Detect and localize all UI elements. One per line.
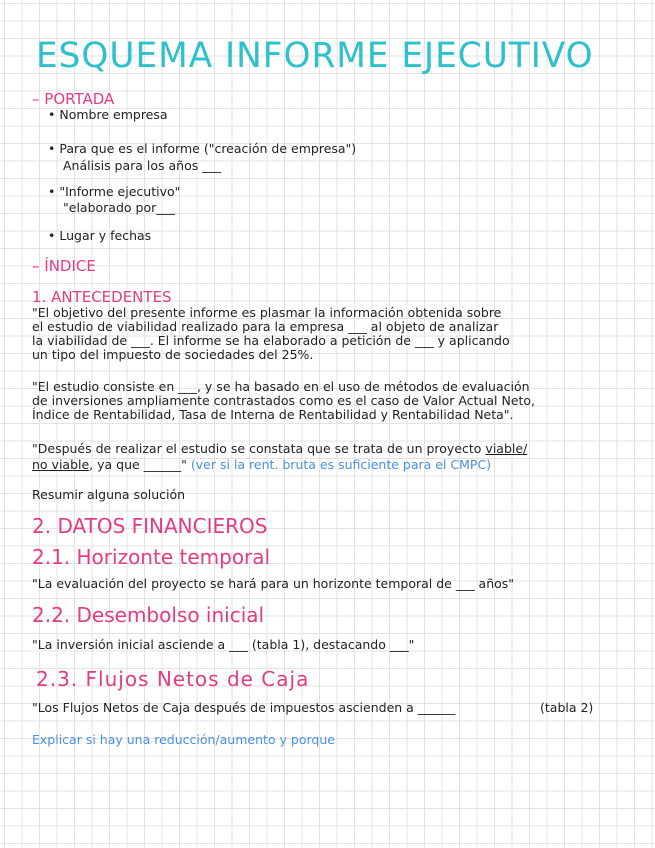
portada-bullet-4	[48, 228, 151, 243]
desembolso-text: "La inversión inicial asciende a ___ (tabla 1), destacando ___"	[32, 637, 415, 652]
antecedentes-p2-line-1: "El estudio consiste en ___, y se ha basado en el uso de métodos de evaluación	[32, 379, 530, 394]
portada-bullet-3	[48, 184, 180, 199]
horizonte-heading: 2.1. Horizonte temporal	[32, 545, 271, 569]
antecedentes-p3-continuation: , ya que ______"	[89, 457, 187, 472]
portada-heading: – PORTADA	[32, 90, 115, 108]
antecedentes-p3-text: "Después de realizar el estudio se constata que se trata de un proyecto	[32, 441, 482, 456]
portada-bullet-2-text: Para que es el informe ("creación de empresa")	[59, 141, 357, 156]
indice-heading: – ÍNDICE	[32, 257, 96, 275]
portada-bullet-1-text: Nombre empresa	[59, 107, 168, 122]
desembolso-heading: 2.2. Desembolso inicial	[32, 603, 265, 627]
antecedentes-p1-line-2: el estudio de viabilidad realizado para la empresa ___ al objeto de analizar	[32, 319, 499, 334]
antecedentes-p2-line-3: Índice de Rentabilidad, Tasa de Interna de Rentabilidad y Rentabilidad Neta".	[32, 407, 514, 422]
antecedentes-p3-line-1	[32, 442, 527, 456]
antecedentes-p3-note: (ver si la rent. bruta es suficiente para el CMPC)	[190, 457, 492, 472]
antecedentes-p3-viable: viable/	[485, 441, 528, 456]
portada-bullet-4-text: Lugar y fechas	[59, 228, 152, 243]
resumir-solucion: Resumir alguna solución	[32, 487, 186, 502]
portada-bullet-2-line-2: Análisis para los años ___	[63, 158, 221, 173]
antecedentes-p1-line-4: un tipo del impuesto de sociedades del 25%.	[32, 347, 314, 362]
portada-bullet-2	[48, 141, 356, 156]
datos-heading: 2. DATOS FINANCIEROS	[32, 514, 268, 538]
explicar-note: Explicar si hay una reducción/aumento y porque	[32, 732, 335, 747]
document-title: ESQUEMA INFORME EJECUTIVO	[36, 36, 594, 76]
portada-bullet-3-text: "Informe ejecutivo"	[59, 184, 181, 199]
flujos-tabla-ref: (tabla 2)	[540, 700, 594, 715]
antecedentes-p3-noviable: no viable	[32, 457, 90, 472]
antecedentes-p3-line-2	[32, 458, 491, 472]
flujos-heading: 2.3. Flujos Netos de Caja	[36, 667, 310, 691]
portada-bullet-3-line-2: "elaborado por___	[63, 200, 175, 215]
horizonte-text: "La evaluación del proyecto se hará para un horizonte temporal de ___ años"	[32, 576, 515, 591]
portada-bullet-1	[48, 107, 168, 122]
flujos-text: "Los Flujos Netos de Caja después de impuestos ascienden a ______	[32, 700, 456, 715]
antecedentes-p2-line-2: de inversiones ampliamente contrastados como es el caso de Valor Actual Neto,	[32, 393, 536, 408]
antecedentes-p1-line-1: "El objetivo del presente informe es plasmar la información obtenida sobre	[32, 305, 502, 320]
antecedentes-p1-line-3: la viabilidad de ___. El informe se ha elaborado a petición de ___ y aplicando	[32, 333, 510, 348]
antecedentes-heading: 1. ANTECEDENTES	[32, 288, 172, 306]
